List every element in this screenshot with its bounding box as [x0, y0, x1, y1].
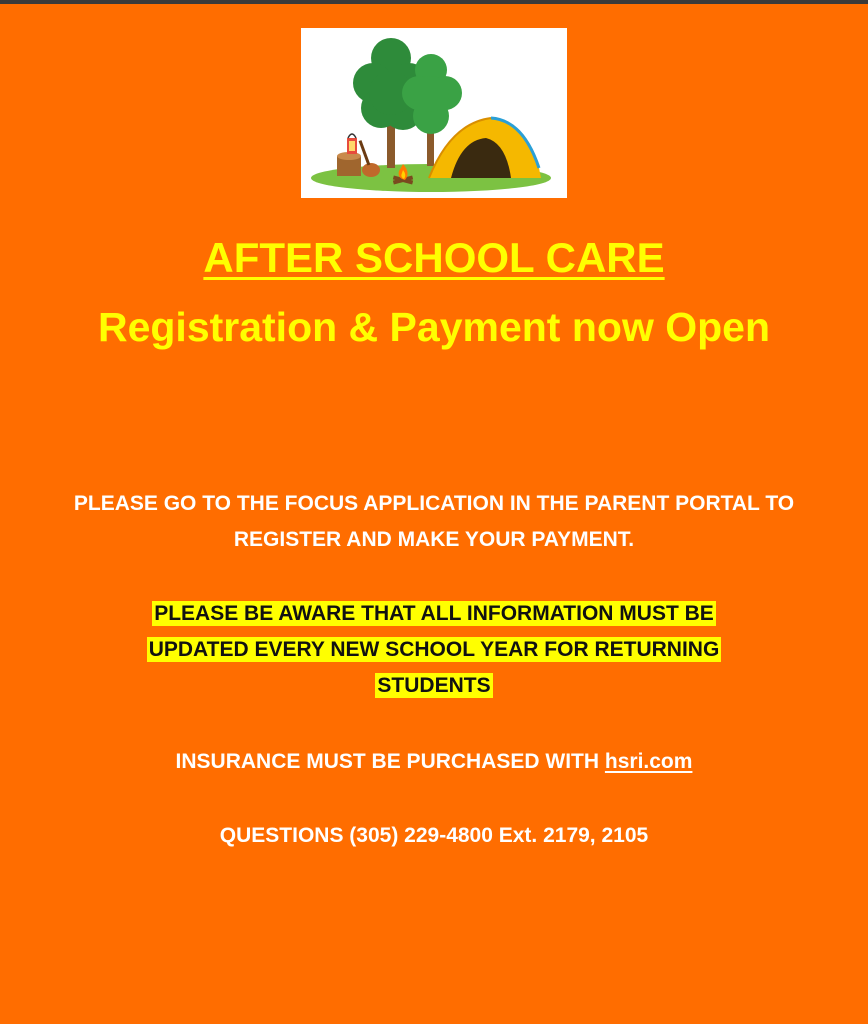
top-edge-bar	[0, 0, 868, 4]
highlighted-notice	[60, 596, 808, 704]
insurance-text: INSURANCE MUST BE PURCHASED WITH	[175, 750, 600, 773]
tent-icon	[429, 118, 541, 178]
notice-line-3: STUDENTS	[377, 674, 491, 697]
page-subtitle: Registration & Payment now Open	[97, 304, 771, 350]
lantern-icon	[347, 134, 357, 154]
notice-line-2: UPDATED EVERY NEW SCHOOL YEAR FOR RETURNING	[148, 638, 720, 661]
camping-scene-icon	[301, 28, 567, 198]
notice-line-1: PLEASE BE AWARE THAT ALL INFORMATION MUST BE	[154, 602, 714, 625]
registration-instructions: PLEASE GO TO THE FOCUS APPLICATION IN THE PARENT PORTAL TO REGISTER AND MAKE YOUR PAYMENT.	[73, 492, 795, 551]
page-title: AFTER SCHOOL CARE	[203, 234, 665, 281]
insurance-link[interactable]: hsri.com	[604, 750, 693, 773]
questions-contact: QUESTIONS (305) 229-4800 Ext. 2179, 2105	[219, 824, 649, 847]
log-seat-icon	[337, 152, 361, 176]
tree-trunk-left	[387, 123, 395, 168]
insurance-note	[40, 744, 828, 780]
